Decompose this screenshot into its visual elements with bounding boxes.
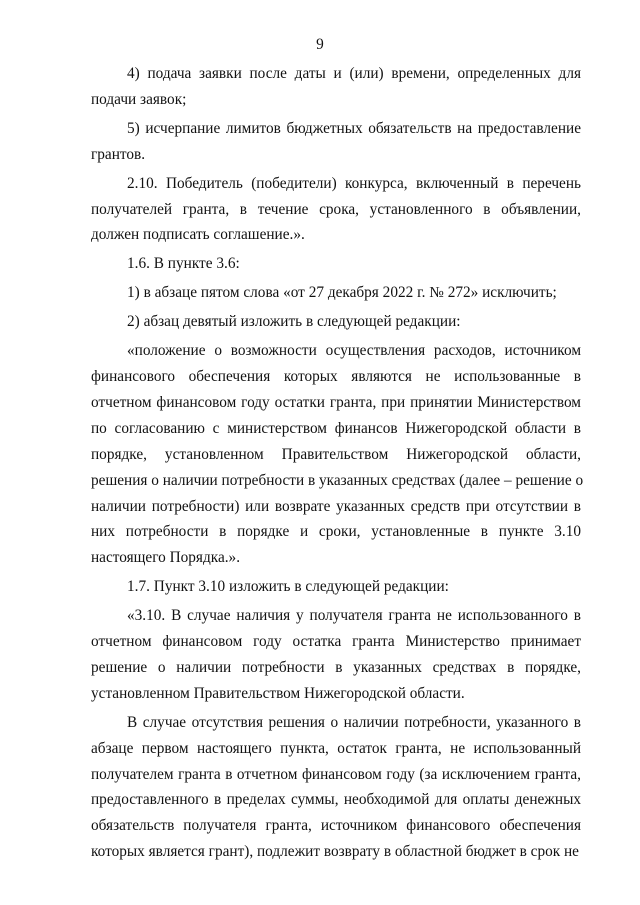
text-line: получателем гранта в отчетном финансовом году (за исключением гранта,: [91, 765, 581, 783]
text-line: 4) подача заявки после даты и (или) времени, определенных для: [127, 65, 581, 82]
text-line: установленном Правительством Нижегородской области.: [91, 684, 465, 702]
text-line: должен подписать соглашение.».: [91, 226, 305, 244]
text-line: 1.7. Пункт 3.10 изложить в следующей редакции:: [127, 578, 449, 596]
text-line: обязательств получателя гранта, источником финансового обеспечения: [91, 817, 581, 835]
text-line: по согласованию с министерством финансов Нижегородской области в: [91, 419, 581, 437]
text-line: «3.10. В случае наличия у получателя гранта не использованного в: [127, 607, 581, 625]
page-number: 9: [316, 36, 324, 53]
text-line: решение о наличии потребности в указанных средствах в порядке,: [91, 658, 581, 676]
item-4-paragraph: [91, 61, 581, 113]
clause-3-10-paragraph: [91, 603, 581, 707]
text-line: 2.10. Победитель (победители) конкурса, включенный в перечень: [127, 174, 581, 192]
text-line: наличии потребности) или возврате указанных средств при отсутствии в: [91, 497, 581, 515]
text-line: получателей гранта, в течение срока, установленного в объявлении,: [91, 200, 581, 218]
return-of-grant-paragraph: [91, 710, 581, 865]
document-body: [91, 61, 584, 865]
text-line: 5) исчерпание лимитов бюджетных обязательств на предоставление: [127, 119, 581, 137]
text-line: отчетном финансовом году остатка гранта Министерство принимает: [91, 633, 581, 651]
clause-2-10-paragraph: [91, 171, 581, 249]
text-line: абзаце первом настоящего пункта, остаток гранта, не использованный: [91, 739, 581, 757]
clause-1-7-heading: [91, 574, 581, 600]
text-line: отчетном финансовом году остатки гранта, при принятии Министерством: [91, 393, 581, 411]
text-line: настоящего Порядка.».: [91, 549, 241, 567]
text-line: решения о наличии потребности в указанных средствах (далее – решение о: [91, 471, 584, 489]
clause-1-6-heading: [91, 251, 581, 277]
text-line: финансового обеспечения которых являются не использованные в: [91, 367, 581, 385]
text-line: В случае отсутствия решения о наличии потребности, указанного в: [127, 713, 581, 731]
clause-1-6-item-2: [91, 309, 581, 335]
quoted-provision-paragraph: [91, 338, 584, 571]
text-line: грантов.: [91, 145, 146, 163]
text-line: порядке, установленном Правительством Нижегородской области,: [91, 445, 581, 463]
text-line: «положение о возможности осуществления расходов, источником: [127, 342, 581, 360]
text-line: предоставленного в пределах суммы, необходимой для оплаты денежных: [91, 791, 581, 809]
text-line: подачи заявок;: [91, 90, 187, 108]
text-line: 1.6. В пункте 3.6:: [127, 255, 240, 273]
text-line: которых является грант), подлежит возврату в областной бюджет в срок не: [91, 843, 579, 861]
text-line: 1) в абзаце пятом слова «от 27 декабря 2022 г. № 272» исключить;: [127, 284, 557, 302]
item-5-paragraph: [91, 116, 581, 168]
clause-1-6-item-1: [91, 280, 581, 306]
text-line: них потребности в порядке и сроки, установленные в пункте 3.10: [91, 523, 581, 541]
text-line: 2) абзац девятый изложить в следующей редакции:: [127, 313, 461, 331]
